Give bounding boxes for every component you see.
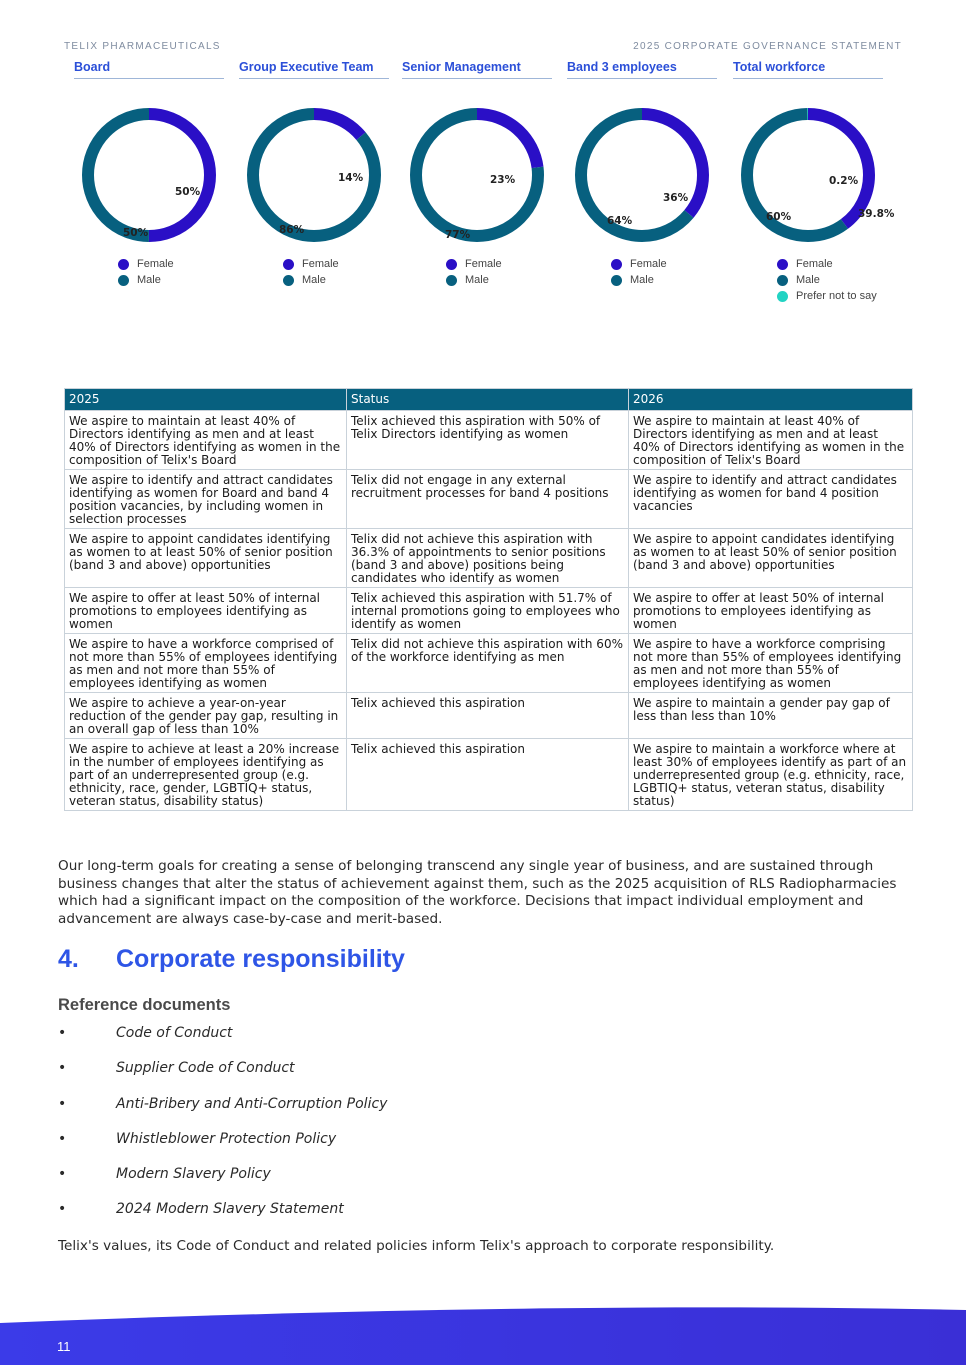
table-cell: Telix did not achieve this aspiration with 60% of the workforce identifying as men (347, 634, 629, 693)
reference-document-link[interactable]: Modern Slavery Policy (116, 1166, 271, 1183)
reference-documents-list (58, 1025, 387, 1237)
legend-swatch-icon (611, 275, 622, 286)
slice-data-label: 36% (663, 192, 689, 204)
column-header-2026: 2026 (629, 389, 913, 411)
legend-label: Male (630, 274, 654, 286)
chart-title: Board (74, 60, 224, 79)
legend-item (446, 256, 502, 272)
donut-chart (74, 60, 224, 310)
donut-svg (567, 100, 717, 250)
legend-swatch-icon (777, 291, 788, 302)
donut-svg (402, 100, 552, 250)
bullet-icon: • (58, 1095, 67, 1112)
table-header-row (65, 389, 913, 411)
legend-item (777, 272, 877, 288)
donut-svg (239, 100, 389, 250)
reference-documents-heading: Reference documents (58, 996, 231, 1014)
legend-swatch-icon (777, 275, 788, 286)
legend-label: Male (137, 274, 161, 286)
header-company: TELIX PHARMACEUTICALS (64, 41, 221, 52)
legend-item (446, 272, 502, 288)
reference-document-link[interactable]: Whistleblower Protection Policy (116, 1130, 337, 1147)
legend-swatch-icon (446, 259, 457, 270)
legend-label: Male (302, 274, 326, 286)
chart-legend (777, 256, 877, 304)
legend-label: Prefer not to say (796, 290, 877, 302)
chart-title: Group Executive Team (239, 60, 389, 79)
chart-legend (283, 256, 339, 288)
table-cell: We aspire to appoint candidates identifying as women to at least 50% of senior position (band 3 and above) opportunities (629, 529, 913, 588)
list-item (58, 1060, 387, 1095)
table-row (65, 470, 913, 529)
bullet-icon: • (58, 1025, 67, 1041)
slice-data-label: 14% (338, 172, 364, 184)
legend-item (611, 256, 667, 272)
donut-svg (733, 100, 895, 250)
belonging-paragraph: Our long-term goals for creating a sense of belonging transcend any single year of business, and are sustained through business changes that alter the status of achievement against them, such as the 2025 acquisition of RLS Radiopharmacies which had a significant impact on the composition of the workforce. Decisions that impact individual employment and advancement are always case-by-case and merit-based. (58, 858, 897, 927)
bullet-icon: • (58, 1201, 67, 1218)
corporate-responsibility-paragraph: Telix's values, its Code of Conduct and related policies inform Telix's approach to corporate responsibility. (58, 1238, 775, 1254)
legend-swatch-icon (283, 259, 294, 270)
table-cell: Telix achieved this aspiration with 50% of Telix Directors identifying as women (347, 411, 629, 470)
table-cell: Telix did not achieve this aspiration with 36.3% of appointments to senior positions (band 3 and above) positions being candidates who identify as women (347, 529, 629, 588)
list-item (58, 1166, 387, 1201)
column-header-2025: 2025 (65, 389, 347, 411)
section-number: 4. (58, 945, 79, 973)
page-number: 11 (57, 1339, 71, 1354)
legend-item (283, 256, 339, 272)
list-item (58, 1201, 387, 1236)
chart-title: Senior Management (402, 60, 552, 79)
chart-title: Total workforce (733, 60, 883, 79)
legend-label: Female (302, 258, 339, 270)
table-cell: We aspire to have a workforce comprised of not more than 55% of employees identifying as men and not more than 55% of employees identifying as women (65, 634, 347, 693)
slice-data-label: 50% (123, 227, 149, 239)
table-cell: We aspire to maintain a workforce where at least 30% of employees identify as part of an underrepresented group (e.g. ethnicity, race, LGBTIQ+ status, veteran status, disability status) (629, 739, 913, 811)
table-cell: We aspire to achieve at least a 20% increase in the number of employees identifying as part of an underrepresented group (e.g. ethnicity, race, gender, LGBTIQ+ status, veteran status, disability status) (65, 739, 347, 811)
table-row (65, 634, 913, 693)
table-row (65, 739, 913, 811)
table-cell: We aspire to maintain at least 40% of Directors identifying as men and at least 40% of Directors identifying as women in the composition of Telix's Board (629, 411, 913, 470)
chart-title: Band 3 employees (567, 60, 717, 79)
donut-chart (239, 60, 389, 310)
slice-data-label: 39.8% (858, 208, 895, 220)
bullet-icon: • (58, 1060, 67, 1077)
table-cell: We aspire to achieve a year-on-year reduction of the gender pay gap, resulting in an overall gap of less than 10% (65, 693, 347, 739)
chart-legend (446, 256, 502, 288)
gender-charts-row (74, 60, 894, 310)
table-cell: We aspire to maintain a gender pay gap of less than less than 10% (629, 693, 913, 739)
reference-document-link[interactable]: Code of Conduct (116, 1025, 233, 1041)
reference-document-link[interactable]: Supplier Code of Conduct (116, 1060, 295, 1077)
slice-data-label: 50% (175, 186, 201, 198)
table-row (65, 588, 913, 634)
legend-item (118, 272, 174, 288)
legend-label: Female (630, 258, 667, 270)
slice-data-label: 0.2% (829, 175, 859, 187)
table-cell: We aspire to maintain at least 40% of Directors identifying as men and at least 40% of Directors identifying as women in the composition of Telix's Board (65, 411, 347, 470)
legend-item (777, 288, 877, 304)
legend-item (611, 272, 667, 288)
table-cell: We aspire to offer at least 50% of internal promotions to employees identifying as women (629, 588, 913, 634)
bullet-icon: • (58, 1166, 67, 1183)
section-title: Corporate responsibility (116, 945, 405, 973)
table-cell: Telix achieved this aspiration with 51.7% of internal promotions going to employees who identify as women (347, 588, 629, 634)
table-row (65, 411, 913, 470)
legend-item (118, 256, 174, 272)
donut-chart (567, 60, 717, 310)
donut-svg (74, 100, 224, 250)
chart-legend (118, 256, 174, 288)
table-row (65, 529, 913, 588)
table-cell: We aspire to identify and attract candidates identifying as women for Board and band 4 position vacancies, by including women in selection processes (65, 470, 347, 529)
list-item (58, 1131, 387, 1166)
chart-legend (611, 256, 667, 288)
slice-data-label: 77% (445, 229, 471, 241)
table-cell: Telix achieved this aspiration (347, 739, 629, 811)
donut-chart (733, 60, 895, 310)
bullet-icon: • (58, 1130, 67, 1147)
table-cell: We aspire to identify and attract candidates identifying as women for band 4 position vacancies (629, 470, 913, 529)
legend-swatch-icon (118, 259, 129, 270)
legend-swatch-icon (283, 275, 294, 286)
header-document-title: 2025 CORPORATE GOVERNANCE STATEMENT (633, 41, 902, 52)
list-item (58, 1096, 387, 1131)
legend-label: Female (465, 258, 502, 270)
legend-item (777, 256, 877, 272)
footer-wave-band (0, 1305, 966, 1365)
column-header-status: Status (347, 389, 629, 411)
reference-document-link[interactable]: Anti-Bribery and Anti-Corruption Policy (116, 1095, 388, 1112)
table-cell: We aspire to offer at least 50% of internal promotions to employees identifying as women (65, 588, 347, 634)
table-cell: Telix did not engage in any external recruitment processes for band 4 positions (347, 470, 629, 529)
table-cell: Telix achieved this aspiration (347, 693, 629, 739)
table-cell: We aspire to have a workforce comprising not more than 55% of employees identifying as men and not more than 55% of employees identifying as women (629, 634, 913, 693)
legend-item (283, 272, 339, 288)
legend-label: Male (465, 274, 489, 286)
legend-swatch-icon (118, 275, 129, 286)
legend-swatch-icon (777, 259, 788, 270)
slice-data-label: 23% (490, 174, 516, 186)
table-cell: We aspire to appoint candidates identifying as women to at least 50% of senior position (band 3 and above) opportunities (65, 529, 347, 588)
legend-label: Female (137, 258, 174, 270)
slice-data-label: 60% (766, 211, 792, 223)
donut-chart (402, 60, 552, 310)
legend-swatch-icon (446, 275, 457, 286)
diversity-goals-table (64, 388, 913, 811)
legend-swatch-icon (611, 259, 622, 270)
legend-label: Male (796, 274, 820, 286)
slice-data-label: 64% (607, 215, 633, 227)
list-item (58, 1025, 387, 1060)
reference-document-link[interactable]: 2024 Modern Slavery Statement (116, 1201, 344, 1218)
legend-label: Female (796, 258, 833, 270)
slice-data-label: 86% (279, 224, 305, 236)
table-row (65, 693, 913, 739)
section-heading (58, 945, 405, 974)
